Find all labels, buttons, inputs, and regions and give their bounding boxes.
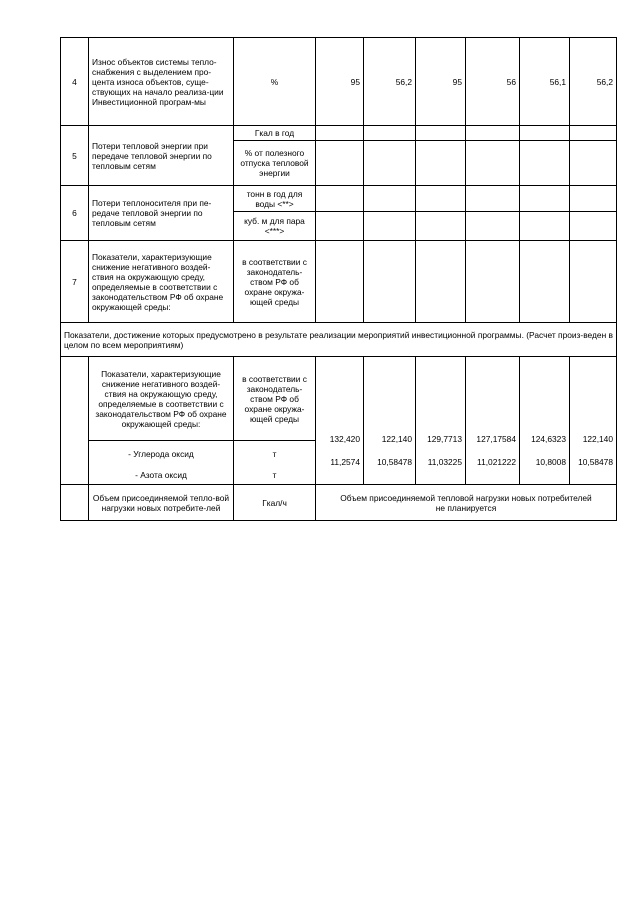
value-cell <box>466 241 520 323</box>
table-row <box>61 241 617 323</box>
unit-cell: куб. м для пара <***> <box>234 212 316 241</box>
value-cell: 10,58478 <box>578 457 613 467</box>
value-cell: 11,021222 <box>477 457 516 467</box>
value-column-co-no <box>416 357 466 485</box>
value-column-co-no <box>316 357 364 485</box>
unit-cell: в соответствии с законодатель-ством РФ об охране окружа-ющей среды <box>234 357 316 441</box>
value-cell <box>570 141 617 186</box>
value-cell <box>316 212 364 241</box>
table-row <box>61 126 617 141</box>
row-number: 5 <box>61 126 89 186</box>
value-cell: 122,140 <box>582 434 613 444</box>
value-cell <box>520 126 570 141</box>
value-cell: 124,6323 <box>531 434 566 444</box>
value-cell <box>416 186 466 212</box>
indicator-name: Объем присоединяемой тепло-вой нагрузки новых потребите-лей <box>89 485 234 521</box>
value-cell <box>316 141 364 186</box>
indicator-name: Показатели, характеризующие снижение негативного воздей-ствия на окружающую среду, определяемые в соответствии с законодательством РФ об охране окружающей среды: <box>89 357 234 441</box>
value-column-co-no <box>520 357 570 485</box>
value-cell <box>316 186 364 212</box>
value-cell <box>416 126 466 141</box>
value-cell <box>520 141 570 186</box>
value-cell <box>466 141 520 186</box>
value-cell: 95 <box>316 38 364 126</box>
indicator-name: Потери тепловой энергии при передаче тепловой энергии по тепловым сетям <box>89 126 234 186</box>
section-note: Показатели, достижение которых предусмотрено в результате реализации мероприятий инвестиционной программы. (Расчет произ-веден в целом по всем мероприятиям) <box>61 323 617 357</box>
unit-cell: % <box>234 38 316 126</box>
value-cell <box>466 126 520 141</box>
value-cell <box>570 186 617 212</box>
row-number: 7 <box>61 241 89 323</box>
unit-cell: тонн в год для воды <**> <box>234 186 316 212</box>
value-cell <box>520 186 570 212</box>
value-cell <box>570 241 617 323</box>
value-cell <box>364 241 416 323</box>
value-cell <box>364 186 416 212</box>
value-cell <box>466 186 520 212</box>
value-cell: 129,7713 <box>427 434 462 444</box>
value-cell <box>466 212 520 241</box>
value-cell <box>570 126 617 141</box>
row-number: 4 <box>61 38 89 126</box>
value-cell <box>416 141 466 186</box>
value-cell <box>364 126 416 141</box>
value-cell <box>364 141 416 186</box>
unit-cell: Гкал в год <box>234 126 316 141</box>
value-cell: 95 <box>416 38 466 126</box>
row-number <box>61 357 89 485</box>
value-column-co-no <box>466 357 520 485</box>
value-cell <box>416 241 466 323</box>
unit-cell: % от полезного отпуска тепловой энергии <box>234 141 316 186</box>
table-row <box>61 186 617 212</box>
value-cell <box>416 212 466 241</box>
value-column-co-no <box>364 357 416 485</box>
value-cell <box>520 241 570 323</box>
row-number: 6 <box>61 186 89 241</box>
indicator-name: - Углерода оксид <box>89 441 234 467</box>
value-cell: 10,8008 <box>535 457 566 467</box>
indicator-name: - Азота оксид <box>89 467 234 485</box>
unit-cell: т <box>234 441 316 467</box>
row-number <box>61 485 89 521</box>
unit-cell: Гкал/ч <box>234 485 316 521</box>
table-row <box>61 357 617 441</box>
value-cell <box>364 212 416 241</box>
value-column-co-no <box>570 357 617 485</box>
value-cell: 11,03225 <box>427 457 462 467</box>
value-cell <box>316 126 364 141</box>
value-cell: 56,2 <box>364 38 416 126</box>
table-row <box>61 323 617 357</box>
indicator-name: Показатели, характеризующие снижение негативного воздей-ствия на окружающую среду, определяемые в соответствии с законодательством РФ об охране окружающей среды: <box>89 241 234 323</box>
unit-cell: в соответствии с законодатель-ством РФ об охране окружа-ющей среды <box>234 241 316 323</box>
table-row <box>61 38 617 126</box>
value-cell: 132,420 <box>329 434 360 444</box>
value-cell: 56,2 <box>570 38 617 126</box>
indicator-name: Износ объектов системы тепло-снабжения с выделением про-цента износа объектов, суще-ствующих на начало реализа-ции Инвестиционной програм-мы <box>89 38 234 126</box>
indicators-table <box>60 37 617 521</box>
value-cell <box>570 212 617 241</box>
value-cell: 56 <box>466 38 520 126</box>
value-cell: 56,1 <box>520 38 570 126</box>
value-cell <box>316 241 364 323</box>
value-cell: 127,17584 <box>476 434 516 444</box>
table-row <box>61 485 617 521</box>
unit-cell: т <box>234 467 316 485</box>
load-note: Объем присоединяемой тепловой нагрузки новых потребителей не планируется <box>316 485 617 521</box>
value-cell: 10,58478 <box>377 457 412 467</box>
indicator-name: Потери теплоносителя при пе-редаче тепловой энергии по тепловым сетям <box>89 186 234 241</box>
value-cell: 11,2574 <box>330 457 360 467</box>
value-cell: 122,140 <box>381 434 412 444</box>
value-cell <box>520 212 570 241</box>
